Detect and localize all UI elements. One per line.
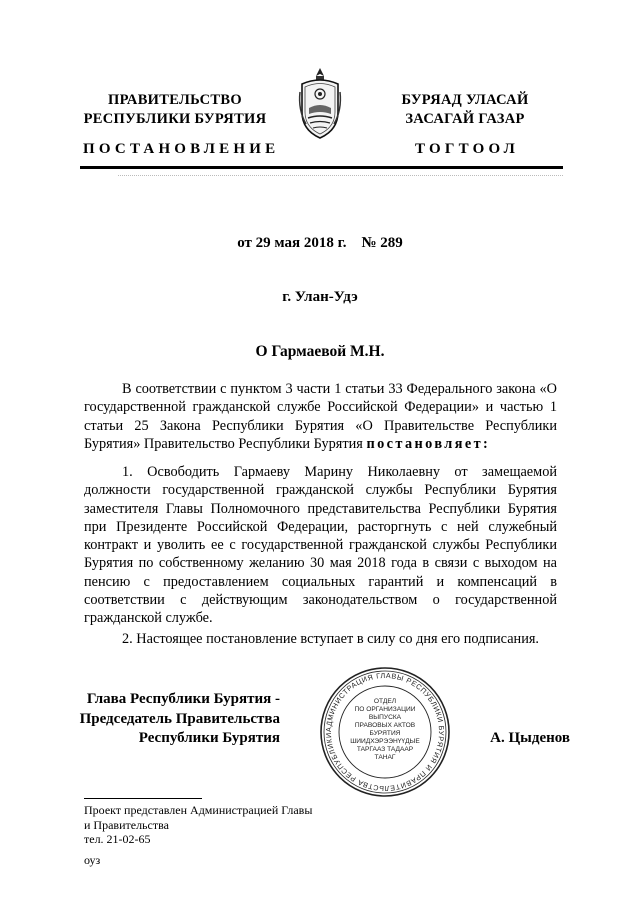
stamp-line-3: ВЫПУСКА <box>368 714 402 721</box>
date-number: от 29 мая 2018 г. № 289 <box>237 235 403 251</box>
header-right-line2: ЗАСАГАЙ ГАЗАР <box>405 111 525 127</box>
footer-divider <box>84 798 202 799</box>
footer-line-2: и Правительства <box>84 817 169 832</box>
city: г. Улан-Удэ <box>282 289 358 305</box>
preamble-text: В соответствии с пунктом 3 части 1 статьи 33 Федерального закона «О государственной гражданской службе Российской Федерации» и частью 1 статьи 25 Закона Республики Бурятия «О Правительстве Республики Бурятия» Правительство Республики Бурятия <box>84 381 557 452</box>
decree-word: постановляет: <box>366 435 491 452</box>
header-right-line1: БУРЯАД УЛАСАЙ <box>401 92 529 108</box>
coat-of-arms-icon <box>296 62 344 142</box>
header-divider-dotted <box>118 175 563 176</box>
subject: О Гармаевой М.Н. <box>255 343 385 360</box>
doc-type-right: ТОГТООЛ <box>415 141 519 157</box>
item-1-paragraph: 1. Освободить Гармаеву Марину Николаевну от замещаемой должности государственной гражданской службы Республики Бурятия заместителя Главы Полномочного представительства Республики Бурятия при Президенте Российской Федерации, расторгнуть с ней служебный контракт и уволить ее с государственной гражданской службы Республики Бурятия по собственному желанию 30 мая 2018 года в связи с выходом на пенсию с предоставлением социальных гарантий и компенсаций в соответствии с действующим законодательством о государственной гражданской службе. <box>84 464 557 627</box>
stamp-line-8: ТАНАГ <box>374 754 396 761</box>
stamp-ring-text: АДМИНИСТРАЦИЯ ГЛАВЫ РЕСПУБЛИКИ БУРЯТИЯ И ПРАВИТЕЛЬСТВА РЕСПУБЛИКИ <box>323 670 447 794</box>
stamp-line-4: ПРАВОВЫХ АКТОВ <box>354 722 416 729</box>
header-left-line1: ПРАВИТЕЛЬСТВО <box>108 92 242 108</box>
stamp-line-2: ПО ОРГАНИЗАЦИИ <box>354 706 416 713</box>
stamp-line-7: ТАРГААЗ ТАДААР <box>356 746 414 753</box>
footer-line-4: оуз <box>84 852 101 867</box>
signatory-title <box>60 690 280 749</box>
header-left-title <box>80 91 270 129</box>
footer-line-3: тел. 21-02-65 <box>84 832 151 846</box>
preamble-paragraph <box>84 380 557 453</box>
signatory-title-line1: Глава Республики Бурятия - <box>86 691 280 707</box>
signatory-name: А. Цыденов <box>490 730 570 746</box>
signatory-title-line2: Председатель Правительства <box>79 710 280 727</box>
header-right-title <box>370 91 560 129</box>
signatory-title-line3: Республики Бурятия <box>138 730 280 746</box>
stamp-line-6: ШИИДХЭРЭЭНҮҮДЫЕ <box>350 738 420 745</box>
header-divider <box>80 166 563 169</box>
official-stamp <box>318 665 452 799</box>
header-left-line2: РЕСПУБЛИКИ БУРЯТИЯ <box>83 111 267 127</box>
item-2-paragraph: 2. Настоящее постановление вступает в силу со дня его подписания. <box>122 631 539 647</box>
stamp-line-5: БУРЯТИЯ <box>369 730 401 737</box>
footer-line-1: Проект представлен Администрацией Главы <box>84 803 313 817</box>
doc-type-left: ПОСТАНОВЛЕНИЕ <box>83 141 280 157</box>
footer-note <box>84 803 312 867</box>
stamp-line-1: ОТДЕЛ <box>373 698 397 705</box>
